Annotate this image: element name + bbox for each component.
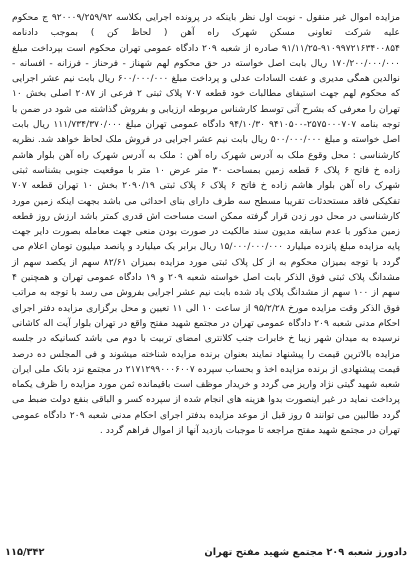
notice-code: ۱۱۵/۳۴۲ <box>5 547 45 558</box>
notice-signature: دادورز شعبه ۲۰۹ مجتمع شهید مفتح تهران <box>204 547 407 558</box>
auction-notice <box>7 7 405 567</box>
notice-footer <box>5 547 407 558</box>
notice-body: مزایده اموال غیر منقول - نوبت اول نظر باینکه در پرونده اجرایی بکلاسه ۹۲۰۰۰۹/۲۵۹/۹۲ ج محکوم علیه شرکت تعاونی مسکن شهرک راه آهن ( لحاظ کن ) بموجب دادنامه ۹۱۰۹۹۷۲۱۶۳۴۰۰۸۵۴-۹۱/۱۱/۲۵ صادره از شعبه ۲۰۹ دادگاه عمومی تهران محکوم است بپرداخت مبلغ ۱۷۰/۲۰۰/۰۰۰/۰۰۰ ریال بابت اصل خواسته در حق محکوم لهم شهناز - فرحناز - فرزانه - افسانه - نوالدین همگی مدیری و عفت السادات عدلی و پرداخت مبلغ ۶۰۰/۰۰۰/۰۰۰ ریال بابت نیم عشر اجرایی که محکوم لهم جهت استیفای مطالبات خود قطعه ۷۰۷ پلاک ثبتی ۲ فرعی از ۲۰۸۷ اصلی بخش ۱۰ تهران را معرفی که بشرح آتی توسط کارشناس مربوطه ارزیابی و بفروش گذاشته می شود در ضمن با توجه بنامه ۲۵۷۵۰۰۰۷۰۷-۹۴۱۰۵۰۰ ۹۴/۱۰/۳۰ دادگاه عمومی تهران مبلغ ۱۱۱/۷۳۴/۳۷۰/۰۰۰ ریال بابت اصل خواسته و مبلغ ۵۰۰/۰۰۰/۰۰۰ ریال بابت نیم عشر اجرایی در فروش ملک لحاظ خواهد شد. نظریه کارشناسی : محل وقوع ملک به آدرس شهرک راه آهن : ملک به آدرس شهرک راه آهن بلوار هاشم زاده خ فاتح ۶ پلاک ۶ قطعه زمین بمساحت ۳۰ متر عرض ۱۰ متر با موقعیت جنوبی بشناسه ثبتی شهرک راه آهن بلوار هاشم زاده خ فاتح ۶ پلاک ۶ پلاک ثبتی ۲۰۹۰/۱۹ بخش ۱۰ تهران قطعه ۷۰۷ تفکیکی فاقد مستحدثات تقریبا مسطح سه طرف دارای بنای احداثی می باشد بجهت اینکه زمین مورد کارشناسی در محل دور زدن قرار گرفته ممکن است مساحت اش قدری کمتر باشد ارزش روز قطعه زمین مذکور با عدم سابقه مدیون سند مالکیت در صورت بودن منعی جهت معامله بصورت دایر جهت پایه مزایده مبلغ پانزده میلیارد ۱۵/۰۰۰/۰۰۰/۰۰۰ ریال برابر یک میلیارد و پانصد میلیون تومان اعلام می گردد با توجه بمیزان محکوم به از کل پلاک ثبتی مورد مزایده بمیزان ۸۲/۶۱ سهم از یکصد سهم از مشدانگ پلاک ثبتی فوق الذکر بابت اصل خواسته شعبه ۲۰۹ و ۱۹ دادگاه عمومی تهران و همچنین ۴ سهم از ۱۰۰ سهم از مشدانگ پلاک یاد شده بابت نیم عشر اجرایی بفروش می رسد با توجه به مراتب فوق الذکر وقت مزایده مورخ ۹۵/۲/۲۸ از ساعت ۱۰ الی ۱۱ تعیین و محل برگزاری مزایده دفتر اجرای احکام مدنی شعبه ۲۰۹ دادگاه عمومی تهران در مجتمع شهید مفتح واقع در تهران بلوار آیت اله کاشانی نرسیده به میدان شهر زیبا خ خابرات جنب کلانتری امضای تربیت با دوم می باشد کسانیکه در جلسه مزایده بالاترین قیمت را پیشنهاد نمایند بعنوان برنده مزایده شناخته میشوند و فی المجلس ده درصد قیمت پیشنهادی از برنده مزایده اخذ و بحساب سپرده ۲۱۷۱۲۹۹۰۰۰۶۰۰۷ در مجتمع نزد بانک ملی ایران شعبه شهید گیتی نژاد واریز می گردد و خریدار موظف است باقیمانده ثمن مورد مزایده را ظرف یکماه پرداخت نماید در غیر اینصورت بدوا هزینه های انجام شده از سپرده کسر و الباقی بنفع دولت ضبط می گردد طالبین می توانند ۵ روز قبل از موعد مزایده بدفتر اجرای احکام مدنی شعبه ۲۰۹ دادگاه عمومی تهران در مجتمع شهید مفتح مراجعه تا موجبات بازدید آنها از اموال فراهم گردد . <box>12 12 401 437</box>
